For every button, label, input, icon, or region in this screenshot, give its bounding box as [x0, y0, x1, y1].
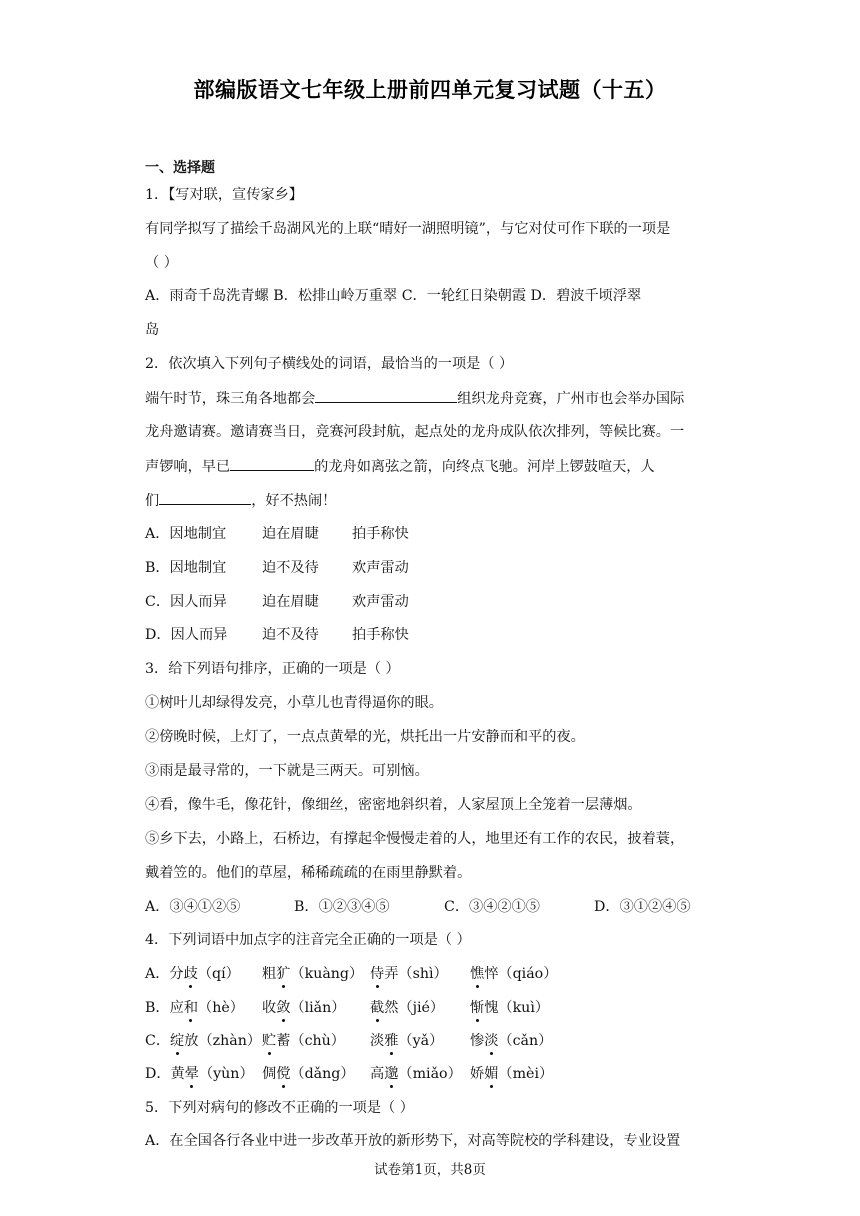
- pinyin-item: 惨淡（cǎn）: [470, 1033, 553, 1049]
- pinyin-item: C．绽放（zhàn）: [145, 1033, 262, 1049]
- q3-sentence-2: ②傍晚时候，上灯了，一点点黄晕的光，烘托出一片安静而和平的夜。: [145, 729, 585, 745]
- option-word: 迫在眉睫: [262, 526, 319, 542]
- pinyin-item: 娇媚（mèi）: [470, 1066, 554, 1082]
- q3-stem: 3．给下列语句排序，正确的一项是（ ）: [145, 661, 400, 677]
- q2-text: 的龙舟如离弦之箭，向终点飞驰。河岸上锣鼓喧天，人: [314, 459, 655, 475]
- q3-sentence-1: ①树叶儿却绿得发亮，小草儿也青得逼你的眼。: [145, 695, 443, 711]
- pinyin-item: 截然（jié）: [370, 1000, 445, 1016]
- pinyin-item: 憔悴（qiáo）: [470, 966, 558, 982]
- q2-option-a: [145, 524, 720, 544]
- q2-option-d: [145, 625, 720, 645]
- pinyin-item: A．分歧（qí）: [145, 966, 240, 982]
- fill-blank-2: [230, 456, 314, 471]
- q1-options-wrap: 岛: [145, 322, 160, 338]
- q3-sentence-5: ⑤乡下去，小路上，石桥边，有撑起伞慢慢走着的人，地里还有工作的农民，披着蓑，: [145, 831, 685, 847]
- option-word: 迫不及待: [262, 560, 319, 576]
- page-footer: 试卷第1页，共8页: [374, 1162, 486, 1178]
- q2-option-c: [145, 592, 720, 612]
- fill-blank-3: [159, 490, 251, 505]
- fill-blank-1: [315, 388, 457, 403]
- option-word: 欢声雷动: [352, 560, 409, 576]
- pinyin-item: 淡雅（yǎ）: [370, 1033, 444, 1049]
- q4-stem: 4．下列词语中加点字的注音完全正确的一项是（ ）: [145, 932, 471, 948]
- option-word: C．因人而异: [145, 594, 227, 610]
- option-word: B．因地制宜: [145, 560, 227, 576]
- pinyin-item: 惭愧（kuì）: [470, 1000, 550, 1016]
- q2-passage-line-2: 龙舟邀请赛。邀请赛当日，竞赛河段封航，起点处的龙舟成队依次排列，等候比赛。一: [145, 424, 685, 440]
- option: A．③④①②⑤: [145, 899, 241, 915]
- pinyin-item: 收敛（liǎn）: [262, 1000, 346, 1016]
- q2-stem: 2．依次填入下列句子横线处的词语，最恰当的一项是（ ）: [145, 356, 514, 372]
- q1-stem: 有同学拟写了描绘千岛湖风光的上联“晴好一湖照明镜”，与它对仗可作下联的一项是: [145, 221, 671, 237]
- q2-text: 们: [145, 493, 160, 509]
- q1-tag: 1．【写对联，宣传家乡】: [145, 187, 303, 203]
- q2-text: 声锣响，早已: [145, 459, 231, 475]
- pinyin-item: 贮蓄（chù）: [262, 1033, 345, 1049]
- q1-options: A．雨奇千岛洗青螺 B．松排山岭万重翠 C．一轮红日染朝霞 D．碧波千顷浮翠: [145, 288, 642, 304]
- q3-sentence-5-wrap: 戴着笠的。他们的草屋，稀稀疏疏的在雨里静默着。: [145, 865, 472, 881]
- q1-stem-paren: （ ）: [145, 255, 178, 271]
- q4-option-d: [145, 1064, 720, 1084]
- q3-sentence-4: ④看，像牛毛，像花针，像细丝，密密地斜织着，人家屋顶上全笼着一层薄烟。: [145, 797, 642, 813]
- pinyin-item: 倜傥（dǎng）: [262, 1066, 355, 1082]
- pinyin-item: D．黄晕（yùn）: [145, 1066, 254, 1082]
- q5-stem: 5．下列对病句的修改不正确的一项是（ ）: [145, 1100, 414, 1116]
- page-title: 部编版语文七年级上册前四单元复习试题（十五）: [193, 78, 667, 102]
- q4-option-a: [145, 964, 720, 984]
- option-word: A．因地制宜: [145, 526, 227, 542]
- q3-options: [145, 897, 720, 917]
- option-word: 迫在眉睫: [262, 594, 319, 610]
- option-word: D．因人而异: [145, 627, 228, 643]
- pinyin-item: B．应和（hè）: [145, 1000, 244, 1016]
- option: B．①②③④⑤: [294, 899, 390, 915]
- q3-sentence-3: ③雨是最寻常的，一下就是三两天。可别恼。: [145, 763, 429, 779]
- q2-passage-line-1: [145, 388, 720, 409]
- pinyin-item: 侍弄（shì）: [370, 966, 448, 982]
- q4-option-c: [145, 1031, 720, 1051]
- option: C．③④②①⑤: [444, 899, 540, 915]
- option-word: 拍手称快: [352, 526, 409, 542]
- q2-text: 端午时节，珠三角各地都会: [145, 391, 316, 407]
- q4-option-b: [145, 998, 720, 1018]
- option: D．③①②④⑤: [594, 899, 691, 915]
- q2-option-b: [145, 558, 720, 578]
- option-word: 欢声雷动: [352, 594, 409, 610]
- q5-option-a: A．在全国各行各业中进一步改革开放的新形势下，对高等院校的学科建设，专业设置: [145, 1133, 681, 1149]
- pinyin-item: 粗犷（kuàng）: [262, 966, 364, 982]
- section-heading: 一、选择题: [145, 160, 215, 176]
- q2-passage-line-4: [145, 490, 720, 511]
- q2-text: 组织龙舟竞赛，广州市也会举办国际: [457, 391, 685, 407]
- option-word: 拍手称快: [352, 627, 409, 643]
- q2-passage-line-3: [145, 456, 720, 477]
- q2-text: ，好不热闹！: [251, 493, 337, 509]
- pinyin-item: 高邈（miǎo）: [370, 1066, 462, 1082]
- option-word: 迫不及待: [262, 627, 319, 643]
